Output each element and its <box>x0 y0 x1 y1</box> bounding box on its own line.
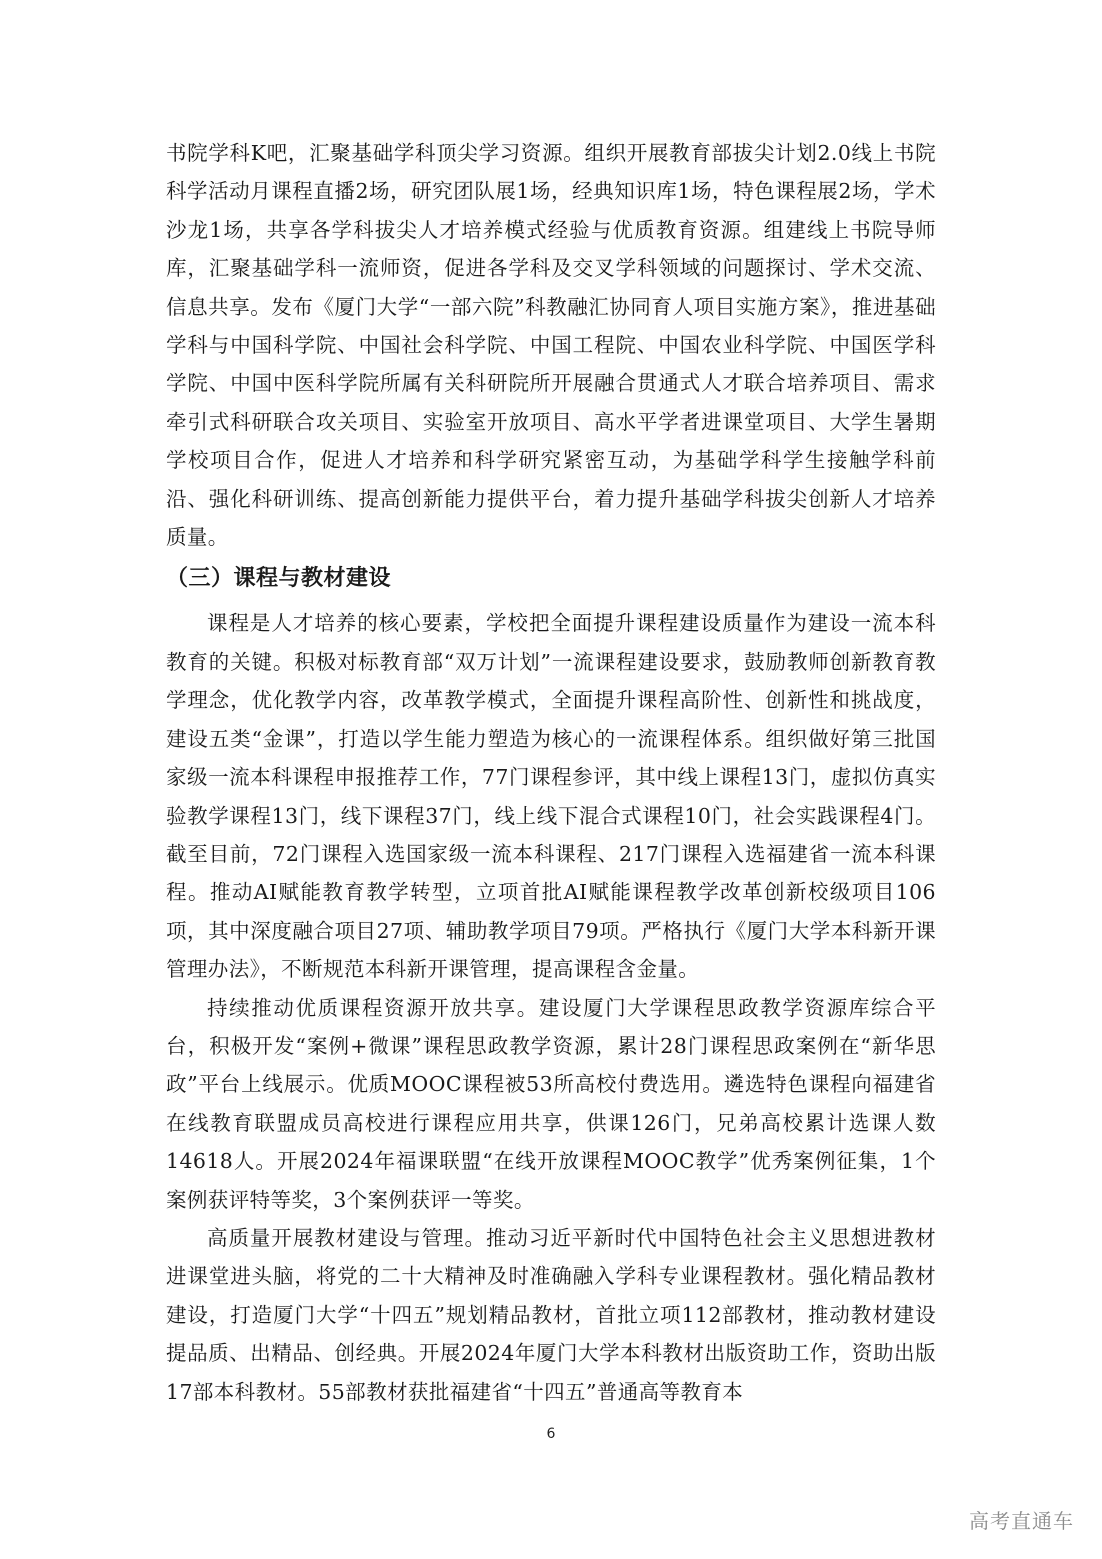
body-paragraph: 高质量开展教材建设与管理。推动习近平新时代中国特色社会主义思想进教材进课堂进头脑，将党的二十大精神及时准确融入学科专业课程教材。强化精品教材建设，打造厦门大学“十四五”规划精品教材，首批立项112部教材，推动教材建设提品质、出精品、创经典。开展2024年厦门大学本科教材出版资助工作，资助出版17部本科教材。55部教材获批福建省“十四五”普通高等教育本 <box>166 1225 936 1404</box>
body-paragraph: 持续推动优质课程资源开放共享。建设厦门大学课程思政教学资源库综合平台，积极开发“案例+微课”课程思政教学资源，累计28门课程思政案例在“新华思政”平台上线展示。优质MOOC课程被53所高校付费选用。遴选特色课程向福建省在线教育联盟成员高校进行课程应用共享，供课126门，兄弟高校累计选课人数14618人。开展2024年福课联盟“在线开放课程MOOC教学”优秀案例征集，1个案例获评特等奖，3个案例获评一等奖。 <box>166 995 936 1212</box>
body-paragraph: 课程是人才培养的核心要素，学校把全面提升课程建设质量作为建设一流本科教育的关键。积极对标教育部“双万计划”一流课程建设要求，鼓励教师创新教育教学理念，优化教学内容，改革教学模式，全面提升课程高阶性、创新性和挑战度，建设五类“金课”，打造以学生能力塑造为核心的一流课程体系。组织做好第三批国家级一流本科课程申报推荐工作，77门课程参评，其中线上课程13门，虚拟仿真实验教学课程13门，线下课程37门，线上线下混合式课程10门，社会实践课程4门。截至目前，72门课程入选国家级一流本科课程、217门课程入选福建省一流本科课程。推动AI赋能教育教学转型，立项首批AI赋能课程教学改革创新校级项目106项，其中深度融合项目27项、辅助教学项目79项。严格执行《厦门大学本科新开课管理办法》，不断规范本科新开课管理，提高课程含金量。 <box>166 611 936 982</box>
watermark-text: 高考直通车 <box>969 1509 1074 1533</box>
section-heading: （三）课程与教材建设 <box>166 566 392 592</box>
page-number: 6 <box>546 1426 556 1442</box>
document-page <box>166 134 936 1411</box>
body-paragraph: 书院学科K吧，汇聚基础学科顶尖学习资源。组织开展教育部拔尖计划2.0线上书院科学活动月课程直播2场，研究团队展1场，经典知识库1场，特色课程展2场，学术沙龙1场，共享各学科拔尖人才培养模式经验与优质教育资源。组建线上书院导师库，汇聚基础学科一流师资，促进各学科及交叉学科领域的问题探讨、学术交流、信息共享。发布《厦门大学“一部六院”科教融汇协同育人项目实施方案》，推进基础学科与中国科学院、中国社会科学院、中国工程院、中国农业科学院、中国医学科学院、中国中医科学院所属有关科研院所开展融合贯通式人才联合培养项目、需求牵引式科研联合攻关项目、实验室开放项目、高水平学者进课堂项目、大学生暑期学校项目合作，促进人才培养和科学研究紧密互动，为基础学科学生接触学科前沿、强化科研训练、提高创新能力提供平台，着力提升基础学科拔尖创新人才培养质量。 <box>166 141 936 550</box>
